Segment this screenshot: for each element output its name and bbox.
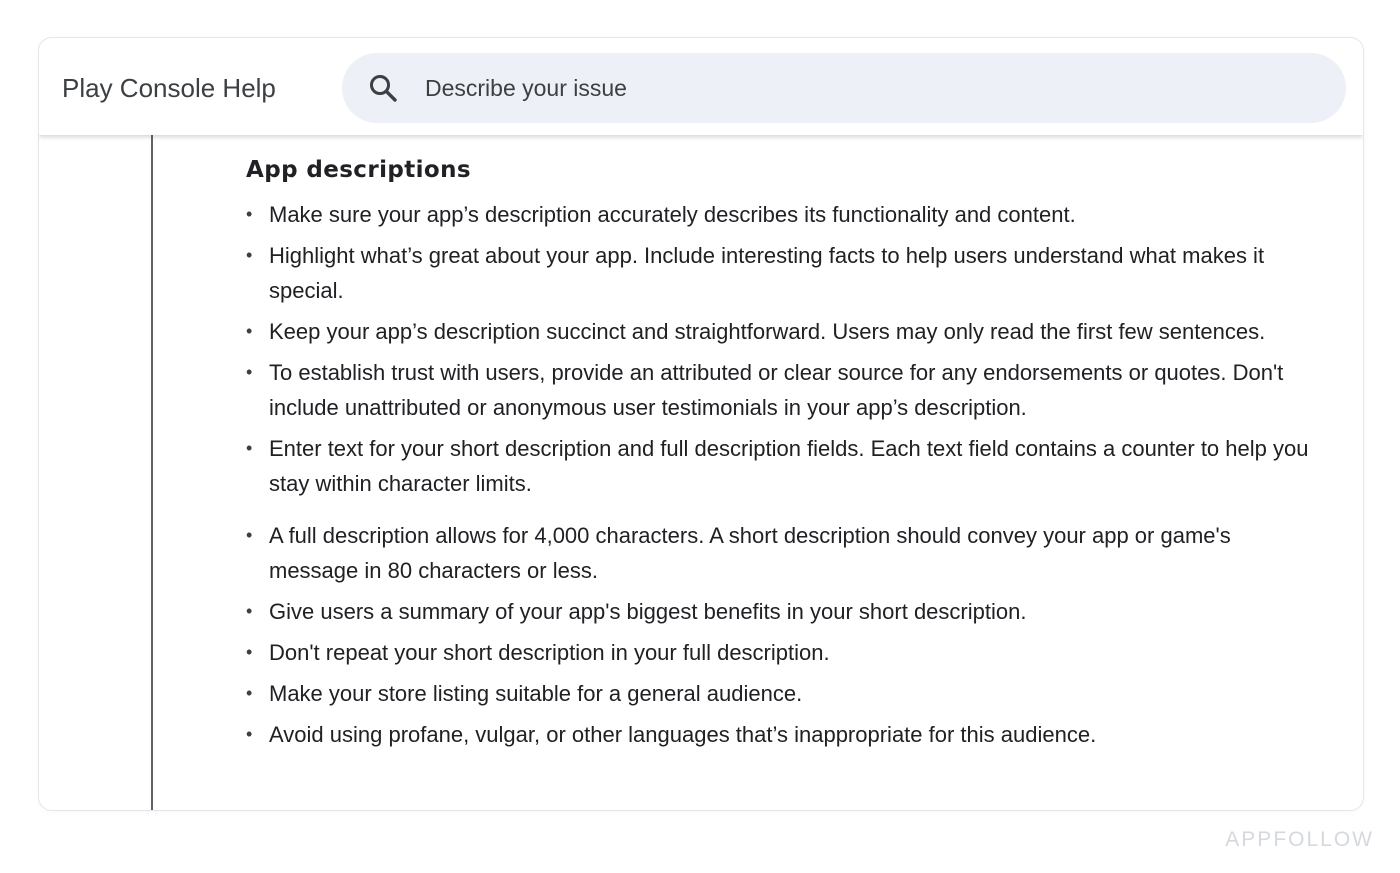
list-item: • Give users a summary of your app's biggest benefits in your short description. <box>246 594 1326 629</box>
description-guidelines-list <box>246 197 1326 752</box>
list-item: • Make sure your app’s description accurately describes its functionality and content. <box>246 197 1326 232</box>
help-center-title[interactable]: Play Console Help <box>62 73 276 103</box>
search-icon[interactable] <box>368 73 398 103</box>
search-input[interactable]: Describe your issue <box>425 75 627 101</box>
content-left-divider <box>151 135 153 810</box>
list-item: • To establish trust with users, provide an attributed or clear source for any endorsements or quotes. Don't include unattributed or anonymous user testimonials in your app’s description. <box>246 355 1326 425</box>
list-item: • Don't repeat your short description in your full description. <box>246 635 1326 670</box>
list-item: • Enter text for your short description and full description fields. Each text field contains a counter to help you stay within character limits. <box>246 431 1326 501</box>
article-content <box>246 154 1326 752</box>
list-item: • Keep your app’s description succinct and straightforward. Users may only read the first few sentences. <box>246 314 1326 349</box>
list-item: • Make your store listing suitable for a general audience. <box>246 676 1326 711</box>
help-header <box>39 38 1363 135</box>
help-article-card <box>38 37 1364 811</box>
search-bar[interactable] <box>342 53 1346 123</box>
list-item: • Highlight what’s great about your app. Include interesting facts to help users understand what makes it special. <box>246 238 1326 308</box>
list-item: • A full description allows for 4,000 characters. A short description should convey your app or game's message in 80 characters or less. <box>246 518 1326 588</box>
appfollow-watermark: APPFOLLOW <box>1225 828 1374 851</box>
list-item: • Avoid using profane, vulgar, or other languages that’s inappropriate for this audience. <box>246 717 1326 752</box>
section-title: App descriptions <box>246 157 471 183</box>
